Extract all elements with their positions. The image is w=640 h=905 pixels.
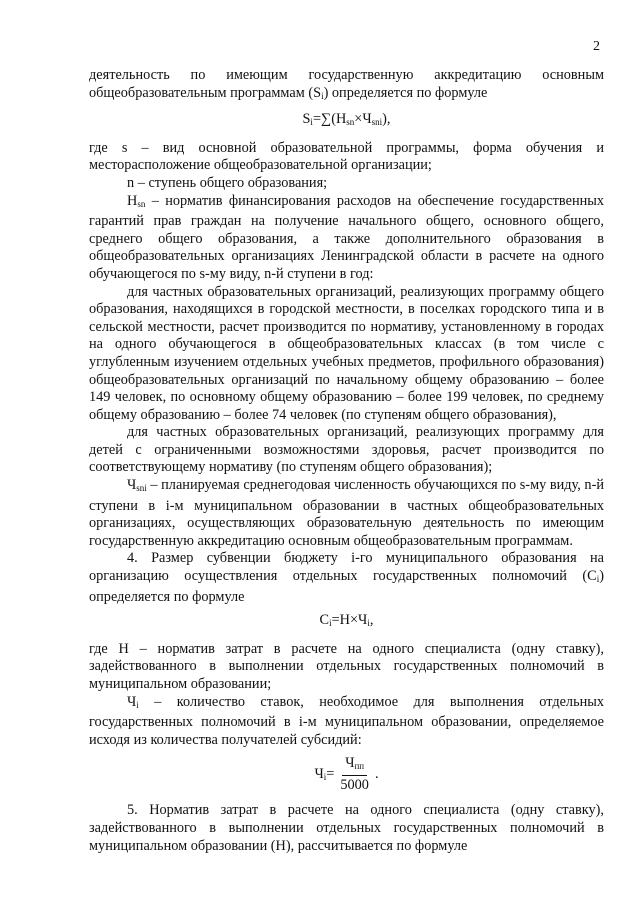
paragraph-private-disabled: для частных образовательных организаций, реализующих программу для детей с ограниченными возможностями здоровья, расчет производится по соответствующему нормативу (по ступеням общего образования); bbox=[89, 424, 604, 476]
paragraph-item-4: 4. Размер субвенции бюджету i-го муниципального образования на организацию осуществления отдельных государственных полномочий $(С_i)$ определяется по формуле bbox=[89, 550, 604, 605]
fraction bbox=[337, 755, 372, 794]
fraction-denominator: 5000 bbox=[340, 777, 369, 794]
paragraph-chsni: $Ч_{sni}$ – планируемая среднегодовая численность обучающихся по s-му виду, n-й ступени в i-м муниципальном образовании в частных общеобразовательных организациях, осуществляющих образовательную деятельность по имеющим государственную аккредитацию основным общеобразовательным программам. bbox=[89, 477, 604, 549]
formula-ci: $С_i=Н\times Ч_i$, bbox=[319, 612, 374, 629]
paragraph-private-urban: для частных образовательных организаций, реализующих программу общего образования, находящихся в городской местности, в поселках городского типа и в сельской местности, расчет производится по нормативу, установленному в городах на одного обучающегося в общеобразовательных классах (в том числе с углубленным изучением отдельных учебных предметов, профильного образования) общеобразовательных организаций по начальному общему образованию – более 149 человек, по основному общему образованию – более 199 человек, по среднему общему образованию – более 74 человек (по ступеням общего образования), bbox=[89, 283, 604, 423]
paragraph-where-h: где Н – норматив затрат в расчете на одного специалиста (одну ставку), задействованного в выполнении отдельных государственных полномочий в муниципальном образовании; bbox=[89, 640, 604, 692]
page-number: 2 bbox=[593, 39, 600, 54]
fraction-numerator: $Ч_{пп}$ bbox=[342, 755, 367, 776]
paragraph-chi: $Ч_i$ – количество ставок, необходимое для выполнения отдельных государственных полномочий в i-м муниципальном образовании, определяемое исходя из количества получателей субсидий: bbox=[89, 693, 604, 748]
paragraph-item-5: 5. Норматив затрат в расчете на одного специалиста (одну ставку), задействованного в выполнении отдельных государственных полномочий в муниципальном образовании (Н), рассчитывается по формуле bbox=[89, 802, 604, 854]
formula-si: $S_i=\sum(Н_{sn}\times Ч_{sni})$, bbox=[302, 111, 391, 128]
paragraph-where-s: где s – вид основной образовательной программы, форма обучения и месторасположение общеобразовательной организации; bbox=[89, 139, 604, 174]
paragraph-intro: деятельность по имеющим государственную аккредитацию основным общеобразовательным программам $(S_i)$ определяется по формуле bbox=[89, 67, 604, 101]
formula-chi-fraction: $Ч_i=$ $\frac{Ч_{пп}}{5000}$ . bbox=[314, 755, 379, 794]
document-body bbox=[89, 67, 604, 855]
paragraph-n: n – ступень общего образования; bbox=[127, 174, 328, 191]
paragraph-hsn: $Н_{sn}$ – норматив финансирования расходов на обеспечение государственных гарантий прав граждан на получение начального общего, основного общего, среднего общего образования, а также дополнительного образования в общеобразовательных организациях Ленинградской области в расчете на одного обучающегося по s-му виду, n-й ступени в год: bbox=[89, 192, 604, 282]
